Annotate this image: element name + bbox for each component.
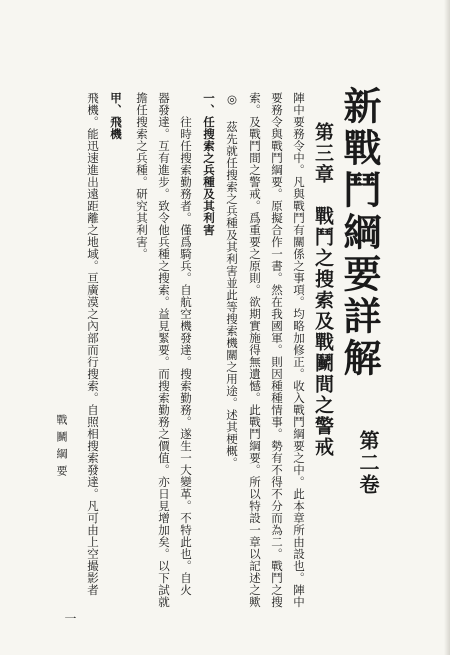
body-text-column: 器發達。互有進步。致令他兵種之搜索。益見緊要。而搜索勤務之價值。亦日見增加矣。以下試就 — [157, 92, 171, 608]
body-text-column: 擔任搜索之兵種。研究其利害。 — [135, 92, 149, 260]
page-edge-shadow — [444, 0, 450, 655]
body-text-column: 陣中要務令中。凡與戰鬥有關係之事項。均略加修正。收入戰鬥綱要之中。此本章所由設也。陣中 — [292, 92, 306, 608]
body-text-column: ◎ 茲先就任搜索之兵種及其利害並此等搜索機關之用途。述其梗概。 — [225, 92, 239, 469]
running-title: 戰鬭綱要 — [55, 414, 68, 482]
body-text-column: 要務令與戰鬥綱要。原擬合作一書。然在我國軍。則因種種情事。勢有不得不分而為二。戰鬥之搜 — [270, 92, 284, 608]
subsection-heading: 甲、飛機 — [109, 92, 123, 140]
volume-label: 第二卷 — [356, 430, 380, 496]
book-title: 新戰鬥綱要詳解 — [337, 86, 382, 380]
body-text-column: 索。及戰鬥間之警戒。爲重要之原則。欲期實施得無遺憾。此戰鬥綱要。所以特設一章以記述之歟 — [248, 92, 262, 608]
chapter-title: 第三章 戰鬥之搜索及戰鬭間之警戒 — [312, 122, 334, 458]
page-number: 一 — [63, 612, 77, 624]
body-text-column: 往時任搜索勤務者。僅爲騎兵。自航空機發達。搜索勤務。遂生一大變革。不特此也。自火 — [179, 116, 193, 596]
section-heading: 一、任搜索之兵種及其利害 — [202, 92, 216, 236]
body-text-column: 飛機。能迅速進出遠距離之地域。亘廣漠之內部而行搜索。自照相搜索發達。凡可由上空撮影者 — [86, 92, 100, 596]
